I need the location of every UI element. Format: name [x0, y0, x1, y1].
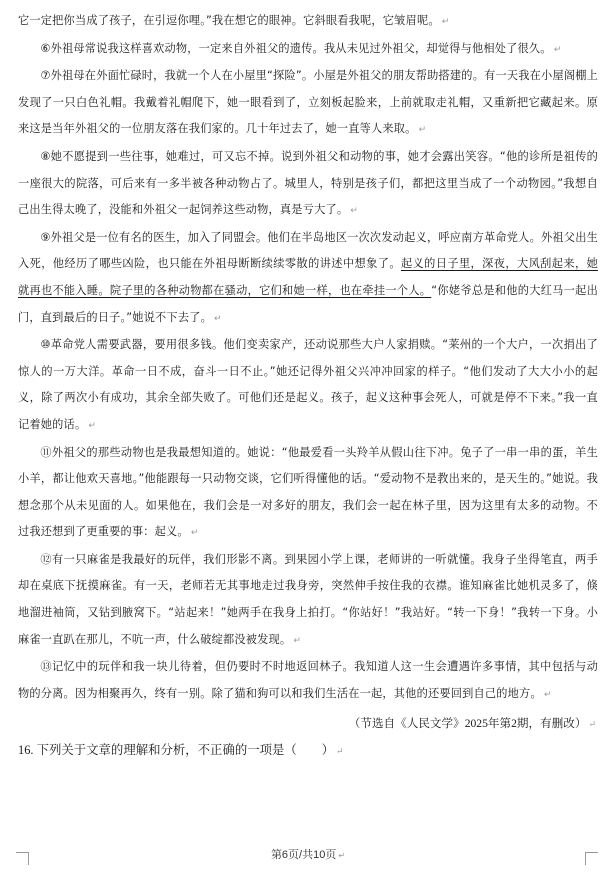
paragraph-text: ⑧她不愿提到一些往事，她难过，可又忘不掉。说到外祖父和动物的事，她才会露出笑容。“他的诊所是祖传的一座很大的院落，可后来有一多半被各种动物占了。城里人，特别是孩子们，都把这里当成了一个动物园。”我想自己出生得太晚了，没能和外祖父一起饲养这些动物，真是亏大了。: [18, 149, 598, 217]
return-mark-icon: ↵: [190, 528, 199, 539]
paragraph-10: [18, 332, 598, 439]
paragraph-text: ⑨外祖父是一位有名的医生，加入了同盟会。他们在半岛地区一次次发动起义，呼应南方革命党人。外祖父出生入死，他经历了哪些凶险，也只能在外祖母断断续续零散的讲述中想象了。: [18, 230, 598, 271]
paragraph-text: ⑩革命党人需要武器，要用很多钱。他们变卖家产，还动说那些大户人家捐赎。“莱州的一个大户，一次捐出了惊人的一万大洋。革命一日不成，奋斗一日不止。”她还记得外祖父兴冲冲回家的样子。“他们发动了大大小小的起义，除了两次小有成功，其余全部失败了。可他们还是起义。孩子，起义这种事会死人，可就是停不下来。”我一直记着她的话。: [18, 338, 598, 431]
return-mark-icon: ↵: [338, 851, 346, 860]
return-mark-icon: ↵: [441, 17, 450, 27]
paragraph-8: [18, 144, 598, 225]
return-mark-icon: ↵: [418, 125, 427, 136]
return-mark-icon: ↵: [543, 689, 552, 700]
paragraph-12: [18, 547, 598, 654]
page-footer: [0, 846, 616, 862]
paragraph-text: ⑦外祖母在外面忙碌时，我就一个人在小屋里“探险”。小屋是外祖父的朋友帮助搭建的。有一天我在小屋阁棚上发现了一只白色礼帽。我戴着礼帽爬下，她一眼看到了，立刻板起脸来，上前就取走礼帽，又重新把它藏起来。原来这是当年外祖父的一位朋友落在我们家的。几十年过去了，她一直等人来取。: [18, 69, 598, 136]
source-text: （节选自《人民文学》2025年第2期，有删改）: [348, 717, 587, 731]
return-mark-icon: ↵: [293, 635, 302, 646]
page-number: 第6页/共10页: [270, 849, 337, 861]
return-mark-icon: ↵: [213, 313, 222, 324]
paragraph-text: ⑪外祖父的那些动物也是我最想知道的。她说：“他最爱看一头羚羊从假山往下冲。兔子了一串一串的蛋，羊生小羊，都让他欢天喜地。”他能跟每一只动物交谈，它们听得懂他的话。“爱动物不是教出来的，是天生的。”她说。我想念那个从未见面的人。如果他在，我们会是一对多好的朋友，我们会一起在林子里，因为这里有太多的动物。不过我还想到了更重要的事：起义。: [18, 445, 598, 539]
return-mark-icon: ↵: [88, 420, 97, 431]
return-mark-icon: ↵: [350, 206, 358, 217]
paragraph-7: [18, 63, 598, 144]
return-mark-icon: ↵: [335, 746, 344, 757]
return-mark-icon: ↵: [588, 719, 596, 730]
return-mark-icon: ↵: [553, 44, 562, 55]
paragraph-5-tail: [18, 8, 598, 36]
paragraph-13: [18, 654, 598, 708]
underlined-sentence: 起义的日子里，深夜，大风刮起来，她就再也不能入睡。院子里的各种动物都在骚动，它们和她一样，也在牵挂一个人。: [18, 257, 598, 297]
paragraph-text: ⑫有一只麻雀是我最好的玩伴，我们形影不离。到果园小学上课，老师讲的一听就懂。我身子坐得笔直，两手却在桌底下抚摸麻雀。有一天，老师若无其事地走过我身旁，突然伸手按住我的衣襟。谁知麻雀比她机灵多了，倏地溜进袖筒，又钻到腋窝下。“站起来！”她两手在我身上拍打。“你站好！”我站好。“转一下身！”我转一下身。小麻雀一直趴在那儿，不吭一声，什么破绽都没被发现。: [18, 552, 598, 646]
question-text: 16. 下列关于文章的理解和分析，不正确的一项是（ ）: [18, 743, 334, 758]
paragraph-text: ⑥外祖母常说我这样喜欢动物，一定来自外祖父的遗传。我从未见过外祖父，却觉得与他相处了很久。: [40, 41, 552, 55]
paragraph-11: [18, 440, 598, 547]
paragraph-text: 它一定把你当成了孩子，在引逗你哩。”我在想它的眼神。它斜眼看我呢，它皱眉呢。: [18, 14, 440, 27]
article-body: [18, 8, 598, 763]
paragraph-9: [18, 225, 598, 332]
paragraph-text: “你姥爷总是和他的大红马一起出门，直到最后的日子。”她说不下去了。: [18, 283, 599, 324]
source-citation: [18, 712, 598, 736]
paragraph-text: ⑬记忆中的玩伴和我一块儿待着，但仍要时不时地返回林子。我知道人这一生会遭遇许多事情，其中包括与动物的分离。因为相聚再久，终有一别。除了猫和狗可以和我们生活在一起，其他的还要回到自己的地方。: [18, 660, 598, 700]
paragraph-6: [18, 36, 598, 64]
question-16: [18, 738, 598, 763]
